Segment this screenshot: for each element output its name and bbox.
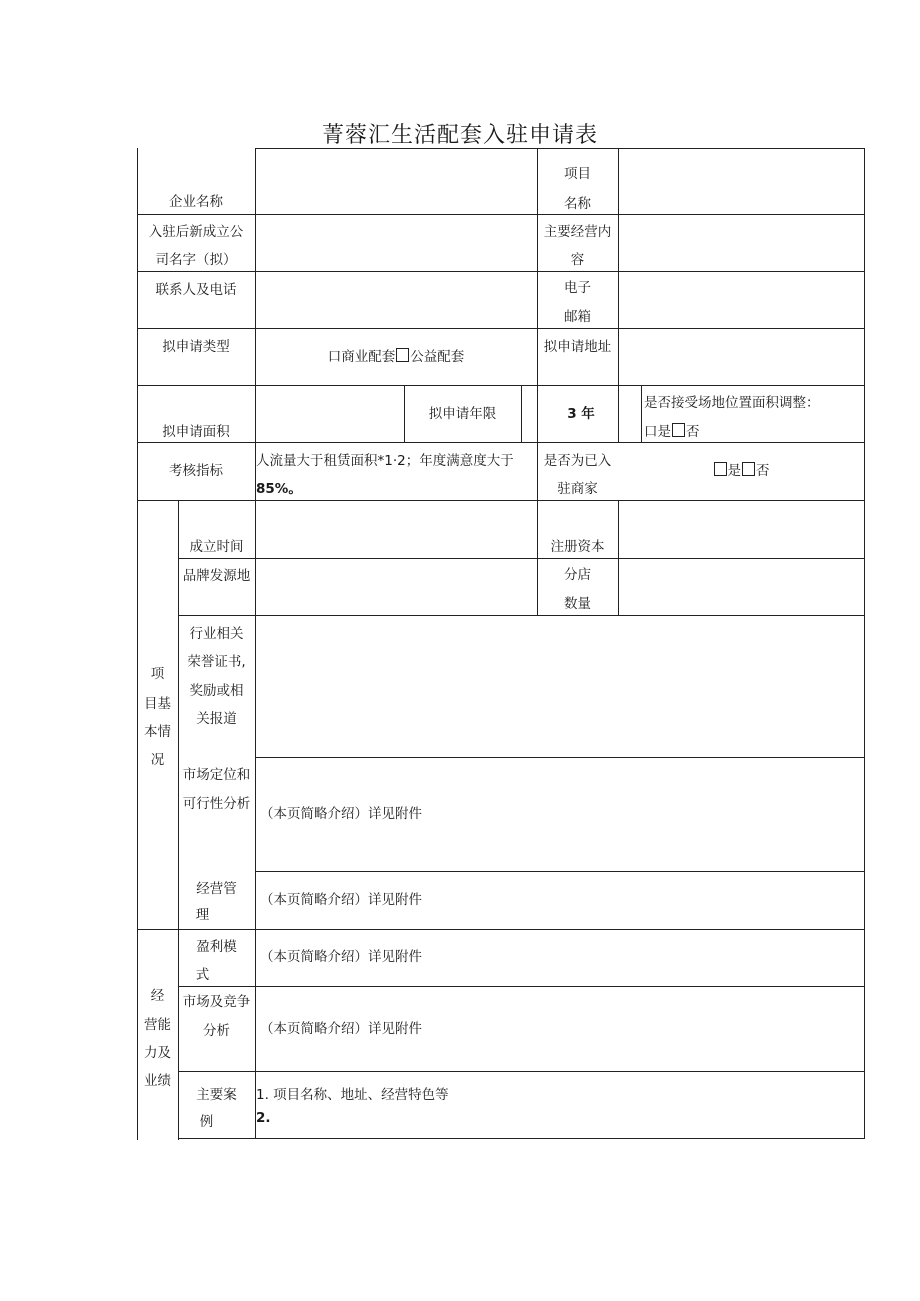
apply-area-label: 拟申请面积	[162, 424, 230, 440]
row-line	[137, 929, 865, 930]
section-basic-line3: 本情	[144, 724, 171, 740]
honors-label-line3: 奖励或相	[189, 683, 244, 699]
row-line	[178, 986, 865, 987]
col-line	[255, 148, 256, 1139]
market-position-label-line2: 可行性分析	[182, 796, 251, 812]
reg-capital-label: 注册资本	[550, 539, 605, 555]
row-line	[178, 615, 865, 616]
project-name-label-line1: 项目	[564, 166, 591, 182]
section-ops-line1: 经	[150, 988, 165, 1004]
apply-years-value: 3 年	[567, 406, 595, 422]
tenant-no-checkbox-icon[interactable]	[742, 462, 755, 476]
branches-label-line1: 分店	[564, 567, 591, 583]
section-basic-line4: 况	[150, 752, 165, 768]
form-title: 菁蓉汇生活配套入驻申请表	[321, 123, 598, 148]
row-line	[255, 757, 865, 758]
profit-label-line1: 盈利模	[196, 939, 237, 955]
branches-label-line2: 数量	[564, 596, 591, 612]
assessment-line2: 85%。	[256, 481, 302, 497]
adjust-no-checkbox-icon[interactable]	[672, 423, 685, 437]
founded-label: 成立时间	[189, 539, 244, 555]
new-company-label-line1: 入驻后新成立公	[148, 224, 244, 240]
competition-label-line2: 分析	[203, 1023, 230, 1039]
profit-label-line2: 式	[195, 967, 210, 983]
honors-label-line2: 荣誉证书,	[187, 654, 246, 670]
market-position-value: （本页简略介绍）详见附件	[260, 806, 422, 822]
operation-label-line2: 理	[195, 907, 210, 923]
market-position-label-line1: 市场定位和	[182, 767, 251, 783]
adjust-no-label: 否	[686, 424, 700, 440]
is-tenant-label-line2: 驻商家	[557, 481, 598, 497]
row-line	[137, 328, 865, 329]
section-basic-line2: 目基	[144, 696, 171, 712]
tenant-yes-checkbox-icon[interactable]	[714, 462, 727, 476]
section-ops-line4: 业绩	[144, 1073, 171, 1089]
main-business-label-line2: 容	[570, 252, 585, 268]
section-ops-line2: 营能	[144, 1017, 171, 1033]
operation-label-line1: 经营管	[196, 881, 237, 897]
new-company-label-line2: 司名字（拟）	[155, 252, 237, 268]
honors-label-line1: 行业相关	[189, 626, 244, 642]
apply-type-label: 拟申请类型	[162, 339, 230, 355]
row-line	[255, 871, 865, 872]
operation-value: （本页简略介绍）详见附件	[260, 892, 422, 908]
adjust-yes-label: 是	[657, 424, 671, 440]
honors-label-line4: 关报道	[196, 711, 237, 727]
profit-value: （本页简略介绍）详见附件	[260, 949, 422, 965]
tenant-options	[618, 457, 864, 485]
assessment-line1: 人流量大于租赁面积*1·2；年度满意度大于	[256, 453, 514, 469]
section-ops-line3: 力及	[144, 1045, 171, 1061]
is-tenant-label-line1: 是否为已入	[543, 453, 612, 469]
competition-value: （本页简略介绍）详见附件	[260, 1021, 422, 1037]
row-line	[137, 385, 865, 386]
email-label-line1: 电子	[564, 280, 591, 296]
row-line	[178, 1138, 865, 1139]
case-line-1: 1. 项目名称、地址、经营特色等	[256, 1087, 449, 1103]
assessment-label: 考核指标	[169, 463, 223, 479]
brand-origin-label: 品牌发源地	[182, 568, 251, 584]
case-line-2: 2.	[256, 1110, 271, 1126]
commercial-option[interactable]: 口商业配套	[327, 349, 396, 365]
col-line	[641, 385, 642, 442]
company-name-label: 企业名称	[169, 194, 223, 210]
col-line	[618, 148, 619, 442]
adjust-options	[644, 418, 700, 446]
apply-address-label: 拟申请地址	[543, 339, 612, 355]
apply-type-options	[255, 343, 537, 371]
row-line	[137, 500, 865, 501]
contact-label: 联系人及电话	[155, 282, 237, 298]
cases-label-line2: 例	[199, 1114, 214, 1130]
tenant-yes-label: 是	[727, 463, 741, 479]
adjust-prefix-box[interactable]: 口	[644, 424, 658, 440]
checkbox-icon[interactable]	[396, 348, 409, 362]
row-line	[255, 148, 865, 149]
col-line	[618, 500, 619, 615]
competition-label-line1: 市场及竞争	[182, 994, 251, 1010]
col-line	[864, 148, 865, 1139]
public-option[interactable]: 公益配套	[410, 349, 465, 365]
project-name-label-line2: 名称	[564, 196, 591, 212]
section-basic-line1: 项	[150, 666, 165, 682]
cases-label-line1: 主要案	[196, 1087, 237, 1103]
main-business-label-line1: 主要经营内	[543, 224, 612, 240]
tenant-no-label: 否	[756, 463, 770, 479]
apply-years-label: 拟申请年限	[428, 406, 497, 422]
email-label-line2: 邮箱	[564, 309, 591, 325]
adjust-question: 是否接受场地位置面积调整：	[644, 395, 820, 411]
row-line	[178, 1071, 865, 1072]
row-line	[178, 558, 865, 559]
